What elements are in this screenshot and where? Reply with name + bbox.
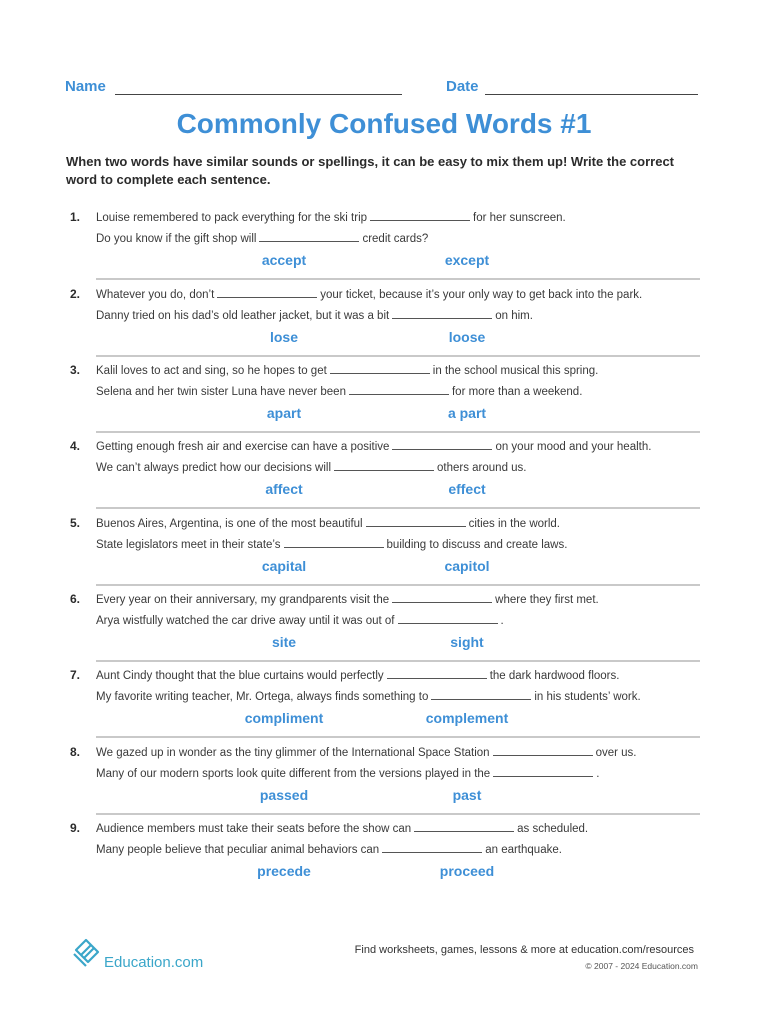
word-choice: complement bbox=[425, 710, 509, 726]
word-choice: capital bbox=[261, 558, 307, 574]
name-label: Name bbox=[65, 78, 106, 95]
word-choice: capitol bbox=[444, 558, 490, 574]
divider bbox=[96, 584, 700, 586]
word-choice: compliment bbox=[244, 710, 324, 726]
word-choice: accept bbox=[261, 252, 307, 268]
answer-blank[interactable] bbox=[493, 745, 593, 756]
question-3 bbox=[66, 363, 700, 440]
question-9 bbox=[66, 821, 700, 898]
sentence-1: Kalil loves to act and sing, so he hopes to get in the school musical this spring. bbox=[96, 365, 599, 377]
word-choice: effect bbox=[448, 481, 486, 497]
answer-blank[interactable] bbox=[366, 516, 466, 527]
header-row bbox=[65, 78, 705, 100]
word-choice: proceed bbox=[439, 863, 495, 879]
sentence-1: Audience members must take their seats before the show can as scheduled. bbox=[96, 823, 589, 835]
sentence-2: Selena and her twin sister Luna have never been for more than a weekend. bbox=[96, 386, 583, 398]
word-choice: passed bbox=[259, 787, 309, 803]
word-choice: loose bbox=[448, 329, 486, 345]
sentence-2: Danny tried on his dad’s old leather jacket, but it was a bit on him. bbox=[96, 310, 533, 322]
sentence-1: Every year on their anniversary, my grandparents visit the where they first met. bbox=[96, 594, 599, 606]
sentence-2: Do you know if the gift shop will credit cards? bbox=[96, 233, 429, 245]
sentence-1: Aunt Cindy thought that the blue curtains would perfectly the dark hardwood floors. bbox=[96, 670, 620, 682]
word-choice: site bbox=[271, 634, 297, 650]
logo-icon bbox=[72, 936, 102, 970]
answer-blank[interactable] bbox=[392, 308, 492, 319]
word-choice: apart bbox=[266, 405, 302, 421]
logo-text: Education.com bbox=[104, 954, 204, 971]
sentence-1: Getting enough fresh air and exercise can have a positive on your mood and your health. bbox=[96, 441, 652, 453]
question-1 bbox=[66, 210, 700, 287]
divider bbox=[96, 813, 700, 815]
question-number: 4. bbox=[70, 439, 81, 453]
word-choice: past bbox=[452, 787, 482, 803]
word-choice: lose bbox=[269, 329, 298, 345]
sentence-2: Many of our modern sports look quite different from the versions played in the . bbox=[96, 768, 600, 780]
divider bbox=[96, 660, 700, 662]
question-number: 9. bbox=[70, 821, 81, 835]
question-number: 6. bbox=[70, 592, 81, 606]
answer-blank[interactable] bbox=[493, 766, 593, 777]
sentence-2: Many people believe that peculiar animal behaviors can an earthquake. bbox=[96, 844, 562, 856]
answer-blank[interactable] bbox=[349, 384, 449, 395]
answer-blank[interactable] bbox=[392, 592, 492, 603]
divider bbox=[96, 278, 700, 280]
answer-blank[interactable] bbox=[392, 439, 492, 450]
question-number: 3. bbox=[70, 363, 81, 377]
worksheet-title: Commonly Confused Words #1 bbox=[176, 108, 592, 139]
divider bbox=[96, 355, 700, 357]
answer-blank[interactable] bbox=[382, 842, 482, 853]
answer-blank[interactable] bbox=[334, 460, 434, 471]
sentence-2: My favorite writing teacher, Mr. Ortega, always finds something to in his students’ work. bbox=[96, 691, 641, 703]
answer-blank[interactable] bbox=[431, 689, 531, 700]
question-7 bbox=[66, 668, 700, 745]
question-number: 8. bbox=[70, 745, 81, 759]
answer-blank[interactable] bbox=[217, 287, 317, 298]
sentence-1: Whatever you do, don’t your ticket, because it’s your only way to get back into the park. bbox=[96, 289, 643, 301]
name-line[interactable] bbox=[115, 94, 402, 95]
question-number: 5. bbox=[70, 516, 81, 530]
question-2 bbox=[66, 287, 700, 364]
sentence-2: We can’t always predict how our decisions will others around us. bbox=[96, 462, 527, 474]
question-4 bbox=[66, 439, 700, 516]
question-number: 1. bbox=[70, 210, 81, 224]
question-number: 7. bbox=[70, 668, 81, 682]
resources-note[interactable]: Find worksheets, games, lessons & more at education.com/resources bbox=[354, 944, 694, 956]
sentence-2: Arya wistfully watched the car drive away until it was out of . bbox=[96, 615, 504, 627]
sentence-2: State legislators meet in their state’s building to discuss and create laws. bbox=[96, 539, 568, 551]
answer-blank[interactable] bbox=[330, 363, 430, 374]
instructions: When two words have similar sounds or spellings, it can be easy to mix them up! Write the correct word to complete each sentence. bbox=[66, 154, 675, 187]
answer-blank[interactable] bbox=[284, 537, 384, 548]
answer-blank[interactable] bbox=[387, 668, 487, 679]
sentence-1: Buenos Aires, Argentina, is one of the most beautiful cities in the world. bbox=[96, 518, 560, 530]
sentence-1: Louise remembered to pack everything for the ski trip for her sunscreen. bbox=[96, 212, 566, 224]
word-choice: except bbox=[444, 252, 490, 268]
answer-blank[interactable] bbox=[370, 210, 470, 221]
answer-blank[interactable] bbox=[398, 613, 498, 624]
date-line[interactable] bbox=[485, 94, 698, 95]
word-choice: precede bbox=[257, 863, 311, 879]
word-choice: affect bbox=[265, 481, 303, 497]
sentence-1: We gazed up in wonder as the tiny glimmer of the International Space Station over us. bbox=[96, 747, 637, 759]
copyright: © 2007 - 2024 Education.com bbox=[585, 961, 698, 971]
question-5 bbox=[66, 516, 700, 593]
question-8 bbox=[66, 745, 700, 822]
answer-blank[interactable] bbox=[414, 821, 514, 832]
divider bbox=[96, 507, 700, 509]
word-choice: a part bbox=[447, 405, 487, 421]
question-6 bbox=[66, 592, 700, 669]
divider bbox=[96, 431, 700, 433]
question-number: 2. bbox=[70, 287, 81, 301]
date-label: Date bbox=[446, 78, 479, 95]
word-choice: sight bbox=[450, 634, 484, 650]
answer-blank[interactable] bbox=[259, 231, 359, 242]
divider bbox=[96, 736, 700, 738]
education-logo[interactable] bbox=[72, 936, 204, 972]
